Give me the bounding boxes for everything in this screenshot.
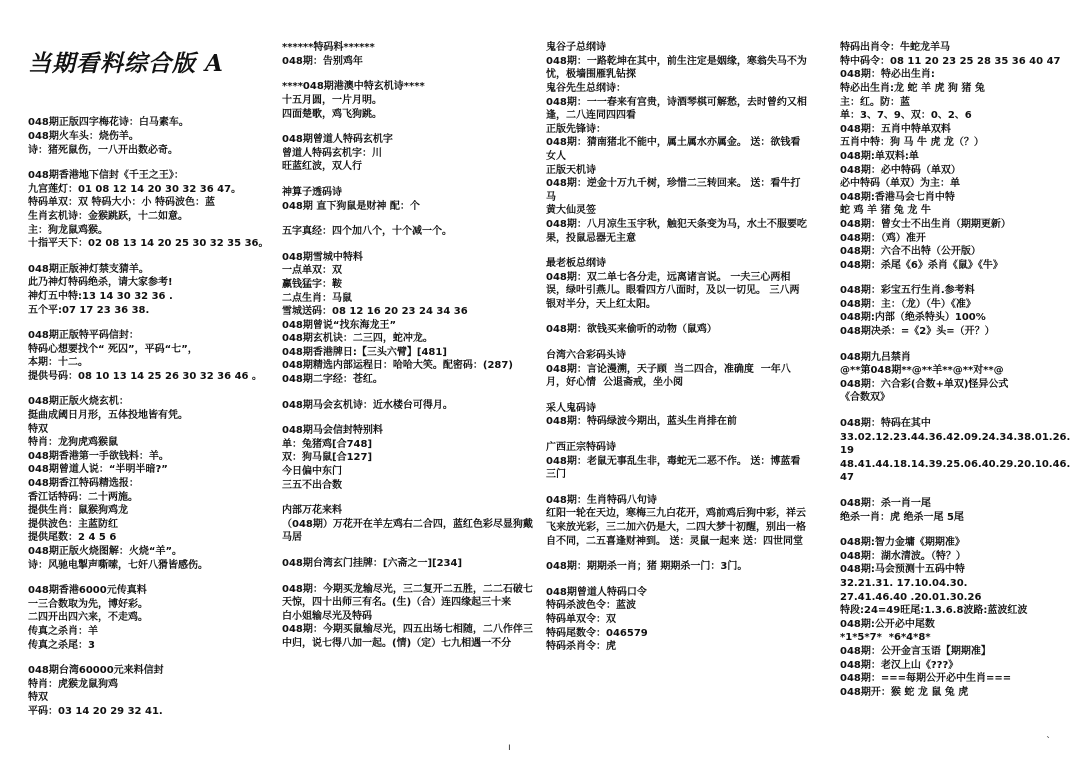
text-line: 048期：今期买龙输尽光，三二复开二五胜，二二石破七天惊，四十出师三有名。(生)（合）连四缘起三十来 xyxy=(282,583,533,609)
text-line: 鬼谷子总纲诗 xyxy=(546,42,606,54)
text-line: 048期：老汉上山《???》 xyxy=(840,659,959,671)
text-line: 广西正宗特码诗 xyxy=(546,442,616,454)
text-line: 五肖中特：狗 马 牛 虎 龙（？） xyxy=(840,137,984,149)
text-line: 048期二字经：苍红。 xyxy=(282,374,383,386)
text-block xyxy=(28,664,274,718)
column-1-content xyxy=(28,116,274,718)
text-line: 048期：言论漫溯，天子顾 当二四合，准确度 一年八月，好心情 公退斋戒，坐小阅 xyxy=(546,363,791,389)
text-block xyxy=(840,284,1072,338)
text-line: 048期：湖水清波。（特？） xyxy=(840,550,966,562)
text-line: 十指平天下：02 08 13 14 20 25 30 32 35 36。 xyxy=(28,238,269,250)
text-block xyxy=(840,417,1072,485)
text-line: 048期:马会预测十五码中特 xyxy=(840,564,965,576)
text-line: 048期：今期买鼠输尽光，四五出场七相随，二八作伴三中归，说七得八加一起。(情)（定）七九相遇一不分 xyxy=(282,624,533,649)
text-line: 单：3、7、9、双：0、2、6 xyxy=(840,110,972,122)
text-block xyxy=(840,497,1072,524)
text-line: @**第048期**@**羊**@**对**@ xyxy=(840,365,1004,377)
text-line: 传真之杀尾：3 xyxy=(28,639,95,651)
text-line: 048期香港地下信封《千王之王》： xyxy=(28,170,184,182)
text-block xyxy=(546,349,808,390)
text-line: 正版先锋诗： xyxy=(546,123,606,135)
column-3-content xyxy=(546,41,808,654)
text-line: 048期：告别鸡年 xyxy=(282,55,363,67)
text-line: 48.41.44.18.14.39.25.06.40.29.20.10.46.47 xyxy=(840,458,1071,484)
text-line: 048期火车头：烧伤羊。 xyxy=(28,130,139,142)
text-line: 提供号码：08 10 13 14 25 26 30 32 36 46 。 xyxy=(28,370,262,382)
text-line: 048期：（鸡）准开 xyxy=(840,232,926,244)
text-line: 048期正版火烧玄机： xyxy=(28,396,129,408)
text-block xyxy=(546,257,808,311)
text-line: 048期：一一春来有宫贵，诗酒琴棋可解愁，去时曾约又相逢，二八连同四四看 xyxy=(546,96,807,122)
text-line: 黄大仙灵签 xyxy=(546,205,596,217)
text-block xyxy=(282,41,534,68)
text-line: 诗：猪死鼠伤，一八开出数必奇。 xyxy=(28,144,178,156)
text-line: 048期曾道人特码口令 xyxy=(546,586,647,598)
text-line: 诗：风驰电掣声嘶嗦，七奸八猾皆感伤。 xyxy=(28,559,208,571)
text-block xyxy=(28,395,274,572)
text-block xyxy=(28,329,274,383)
text-line: 048期:香港马会七肖中特 xyxy=(840,191,955,203)
column-2 xyxy=(282,14,534,754)
text-line: 特码出肖令：牛蛇龙羊马 xyxy=(840,42,950,54)
text-line: 提供波色：主蓝防红 xyxy=(28,518,118,530)
text-line: 本期：十二。 xyxy=(28,357,88,369)
text-block xyxy=(546,402,808,429)
text-line: 33.02.12.23.44.36.42.09.24.34.38.01.26.19 xyxy=(840,431,1071,457)
text-line: 048期：特码绿波今期出，蓝头生肖排在前 xyxy=(546,416,737,428)
text-line: 神算子透码诗 xyxy=(282,186,342,198)
text-block xyxy=(546,41,808,245)
text-line: 内部万花来料 xyxy=(282,505,342,517)
column-1 xyxy=(28,14,274,754)
text-line: （048期）万花开在羊左鸡右二合四，蓝红色彩尽显狗戴马居 xyxy=(282,518,533,544)
text-line: 特码尾数令：046579 xyxy=(546,627,648,639)
text-line: 048期精选内部运程日：哈哈大笑。配密码：(287) xyxy=(282,360,513,372)
text-line: *1*5*7* *6*4*8* xyxy=(840,632,931,644)
text-line: 主：红。防：蓝 xyxy=(840,96,910,108)
text-line: 今日偏中东门 xyxy=(282,466,342,478)
text-line: 双：狗马鼠[合127] xyxy=(282,452,373,464)
text-block xyxy=(282,557,534,571)
text-line: 048期:智力金墉《期期准》 xyxy=(840,537,965,549)
text-block xyxy=(546,441,808,482)
text-line: 32.21.31. 17.10.04.30. xyxy=(840,577,968,589)
text-block xyxy=(546,586,808,654)
text-line: 特码杀肖令：虎 xyxy=(546,641,616,653)
text-line: 特段:24=49旺尾:1.3.6.8波路:蓝波红波 xyxy=(840,605,1028,617)
text-line: 048期：一路乾坤在其中，前生注定是姻缘，寒翁失马不为忧，极墙围雁乳钻探 xyxy=(546,55,807,81)
text-block xyxy=(28,584,274,652)
text-line: 048期决杀：=《2》头=（开？） xyxy=(840,326,995,338)
text-line: 048期雪城中特料 xyxy=(282,251,363,263)
text-line: 048期：杀尾《6》杀肖《鼠》《牛》 xyxy=(840,259,1003,271)
text-line: 特肖：虎猴龙鼠狗鸡 xyxy=(28,678,118,690)
text-block xyxy=(28,116,274,157)
text-line: 048期:公开必中尾数 xyxy=(840,618,935,630)
text-line: 三五不出合数 xyxy=(282,479,342,491)
text-line: 采人鬼码诗 xyxy=(546,402,596,414)
text-line: 048期正版神灯禁支猜羊。 xyxy=(28,263,149,275)
text-line: 048期：猜南猪北不能中，属土属水亦属金。 送：欲钱看女人 xyxy=(546,137,801,162)
column-3 xyxy=(546,14,808,754)
text-line: 提供生肖：鼠猴狗鸡龙 xyxy=(28,505,128,517)
text-line: 048期马会玄机诗：近水楼台可得月。 xyxy=(282,399,453,411)
text-block xyxy=(282,186,534,213)
text-line: 048期玄机诀：二三四，蛇冲龙。 xyxy=(282,333,433,345)
text-line: 048期：生肖特码八句诗 xyxy=(546,494,657,506)
text-line: 048期：曾女士不出生肖（期期更新） xyxy=(840,218,1011,230)
text-line: 绝杀一肖：虎 绝杀一尾 5尾 xyxy=(840,511,964,523)
text-block xyxy=(546,560,808,574)
text-line: 特必出生肖:龙 蛇 羊 虎 狗 猪 兔 xyxy=(840,82,985,94)
text-line: 048期曾说“找东海龙王” xyxy=(282,319,397,331)
text-line: 二四开出四六来，不走鸡。 xyxy=(28,612,148,624)
text-line: 神灯五中特:13 14 30 32 36 . xyxy=(28,290,173,302)
text-line: 048期：双二单七各分走，远离诸言说。 一夫三心两相误，绿叶引燕儿。眼看四方八面时，及以一切见。 三八两银对半分，天上红太阳。 xyxy=(546,271,800,310)
text-line: 048期马会信封特别料 xyxy=(282,425,383,437)
text-line: 048期台湾60000元来料信封 xyxy=(28,665,164,677)
text-line: 048期正版特平码信封： xyxy=(28,330,139,342)
text-line: 048期曾道人说：“半明半暗?” xyxy=(28,464,168,476)
text-line: 《合数双》 xyxy=(840,392,890,404)
text-line: 赢钱猛字：鞍 xyxy=(282,278,342,290)
text-line: 特双 xyxy=(28,692,48,704)
text-line: 048期:单双料:单 xyxy=(840,150,919,162)
text-line: 四面楚歌，鸡飞狗跳。 xyxy=(282,108,382,120)
text-line: 048期：八月凉生玉宇秋，触犯天条变为马，水土不服要吃果，投鼠忌器无主意 xyxy=(546,218,807,244)
text-block xyxy=(546,323,808,337)
text-line: ****048期港澳中特玄机诗**** xyxy=(282,81,425,93)
text-line: 曾道人特码玄机字：川 xyxy=(282,147,382,159)
column-2-content xyxy=(282,41,534,650)
text-line: 048期开：猴 蛇 龙 鼠 兔 虎 xyxy=(840,686,969,698)
text-line: 048期：六合彩(合数+单双)怪异公式 xyxy=(840,378,1009,390)
text-line: 传真之杀肖：羊 xyxy=(28,625,98,637)
page-title: 当期看料综合版 A xyxy=(28,50,224,78)
text-line: 048期正版四字梅花诗：白马素车。 xyxy=(28,117,189,129)
text-line: 特码单双：双 特码大小：小 特码波色：蓝 xyxy=(28,197,215,209)
text-line: 048期曾道人特码玄机字 xyxy=(282,134,393,146)
text-block xyxy=(840,41,1072,272)
text-line: 048期:内部（绝杀特头）100% xyxy=(840,312,986,324)
text-line: 平码：03 14 20 29 32 41. xyxy=(28,705,163,717)
text-block xyxy=(28,169,274,251)
text-line: 特中码令：08 11 20 23 25 28 35 36 40 47 xyxy=(840,55,1061,67)
column-4-content xyxy=(840,41,1072,699)
text-line: 二点生肖：马鼠 xyxy=(282,292,352,304)
text-line: 鬼谷先生总纲诗： xyxy=(546,82,626,94)
text-block xyxy=(282,399,534,413)
text-line: 048期九吕禁肖 xyxy=(840,351,911,363)
text-line: 048期 直下狗鼠是财神 配：个 xyxy=(282,200,420,212)
text-line: 特肖：龙狗虎鸡猴鼠 xyxy=(28,437,118,449)
text-line: 正版天机诗 xyxy=(546,164,596,176)
text-line: 一点单双：双 xyxy=(282,265,342,277)
text-line: 香江话特码：二十两施。 xyxy=(28,491,138,503)
text-line: 048期台湾玄门挂牌：[六斋之一][234] xyxy=(282,558,463,569)
text-line: 048期：===每期公开必中生肖=== xyxy=(840,673,1012,685)
text-line: 生肖玄机诗：金猴跳跃，十二如意。 xyxy=(28,210,188,222)
text-line: 提供尾数：2 4 5 6 xyxy=(28,532,117,544)
text-line: 白小姐输尽光及特码 xyxy=(282,610,372,622)
text-line: 雪城送码：08 12 16 20 23 24 34 36 xyxy=(282,306,468,318)
text-line: 挺曲成阈日月形，五体投地皆有凭。 xyxy=(28,410,188,422)
text-line: 048期：老鼠无事乱生非，毒蛇无二恶不作。 送：博蓝看三门 xyxy=(546,455,801,481)
text-line: 最老板总纲诗 xyxy=(546,258,606,270)
text-line: 十五月圆，一片月明。 xyxy=(282,94,382,106)
column-4 xyxy=(840,14,1072,754)
text-line: 048期：特码在其中 xyxy=(840,418,931,430)
text-line: 特码心想要找个“ 死囚”，平码“七”， xyxy=(28,343,198,355)
text-block xyxy=(282,80,534,121)
text-line: 五个平:07 17 23 36 38. xyxy=(28,304,150,316)
text-line: 048期：必中特码（单双） xyxy=(840,164,961,176)
text-line: 必中特码（单双）为主：单 xyxy=(840,178,960,190)
text-line: 特双 xyxy=(28,423,48,435)
text-block xyxy=(840,536,1072,699)
text-block xyxy=(282,583,534,651)
text-line: 特码杀波色令：蓝波 xyxy=(546,600,636,612)
text-line: 九宫莲灯：01 08 12 14 20 30 32 36 47。 xyxy=(28,183,242,195)
text-line: 048期香港6000元传真料 xyxy=(28,585,147,597)
text-line: 048期正版火烧图解：火烧“羊”。 xyxy=(28,546,183,557)
text-block xyxy=(840,351,1072,405)
text-line: 台湾六合彩码头诗 xyxy=(546,350,626,362)
text-line: 048期：期期杀一肖；猪 期期杀一门：3门。 xyxy=(546,561,748,573)
text-line: 048期香港牌日:【三头六臂】[481] xyxy=(282,346,447,358)
text-block xyxy=(282,504,534,545)
text-line: 27.41.46.40 .20.01.30.26 xyxy=(840,591,982,603)
text-block xyxy=(282,225,534,239)
text-line: 048期：公开金言玉语【期期准】 xyxy=(840,645,991,657)
text-line: 特码单双令：双 xyxy=(546,613,616,625)
text-block xyxy=(282,424,534,492)
text-line: 单：兔猪鸡[合748] xyxy=(282,438,373,450)
text-line: 此乃神灯特码绝杀，请大家参考! xyxy=(28,277,173,289)
text-line: 主：狗龙鼠鸡猴。 xyxy=(28,224,108,236)
text-block xyxy=(546,494,808,548)
text-block xyxy=(28,263,274,317)
text-line: ******特码料****** xyxy=(282,42,375,54)
stray-mark: ˋ xyxy=(1046,736,1051,747)
text-line: 蛇 鸡 羊 猪 兔 龙 牛 xyxy=(840,205,931,217)
text-line: 048期：杀一肖一尾 xyxy=(840,498,931,509)
text-block xyxy=(282,133,534,174)
text-line: 048期香江特码精选报： xyxy=(28,478,139,490)
text-line: 一三合数取为先，博好彩。 xyxy=(28,598,148,610)
text-line: 048期：主：（龙）（牛）《准》 xyxy=(840,298,976,310)
stray-mark: ı xyxy=(508,742,511,753)
text-block xyxy=(282,251,534,387)
text-line: 048期香港第一手欲钱料：羊。 xyxy=(28,450,169,462)
text-line: 048期：五肖中特单双料 xyxy=(840,123,951,135)
text-line: 红阳一轮在天边，寒梅三九白花开，鸡前鸡后狗中彩，祥云飞来放光彩，三二加六仍是大，二四大梦十初醒，别出一格自不同，二五喜逢财神到。 送：灵鼠一起来 送：四世同堂 xyxy=(546,508,806,547)
text-line: 048期：欲钱买来偷听的动物（鼠鸡） xyxy=(546,324,717,336)
text-line: 048期：逆金十万九千树，珍惜二三转回来。 送：看牛打马 xyxy=(546,178,801,203)
text-line: 048期：六合不出特（公开版） xyxy=(840,246,981,258)
text-line: 五字真经：四个加八个，十个减一个。 xyxy=(282,226,452,238)
text-line: 048期：特必出生肖: xyxy=(840,69,935,81)
text-line: 旺蓝红波，双人行 xyxy=(282,161,362,173)
text-line: 048期：彩宝五行生肖.参考料 xyxy=(840,285,975,297)
